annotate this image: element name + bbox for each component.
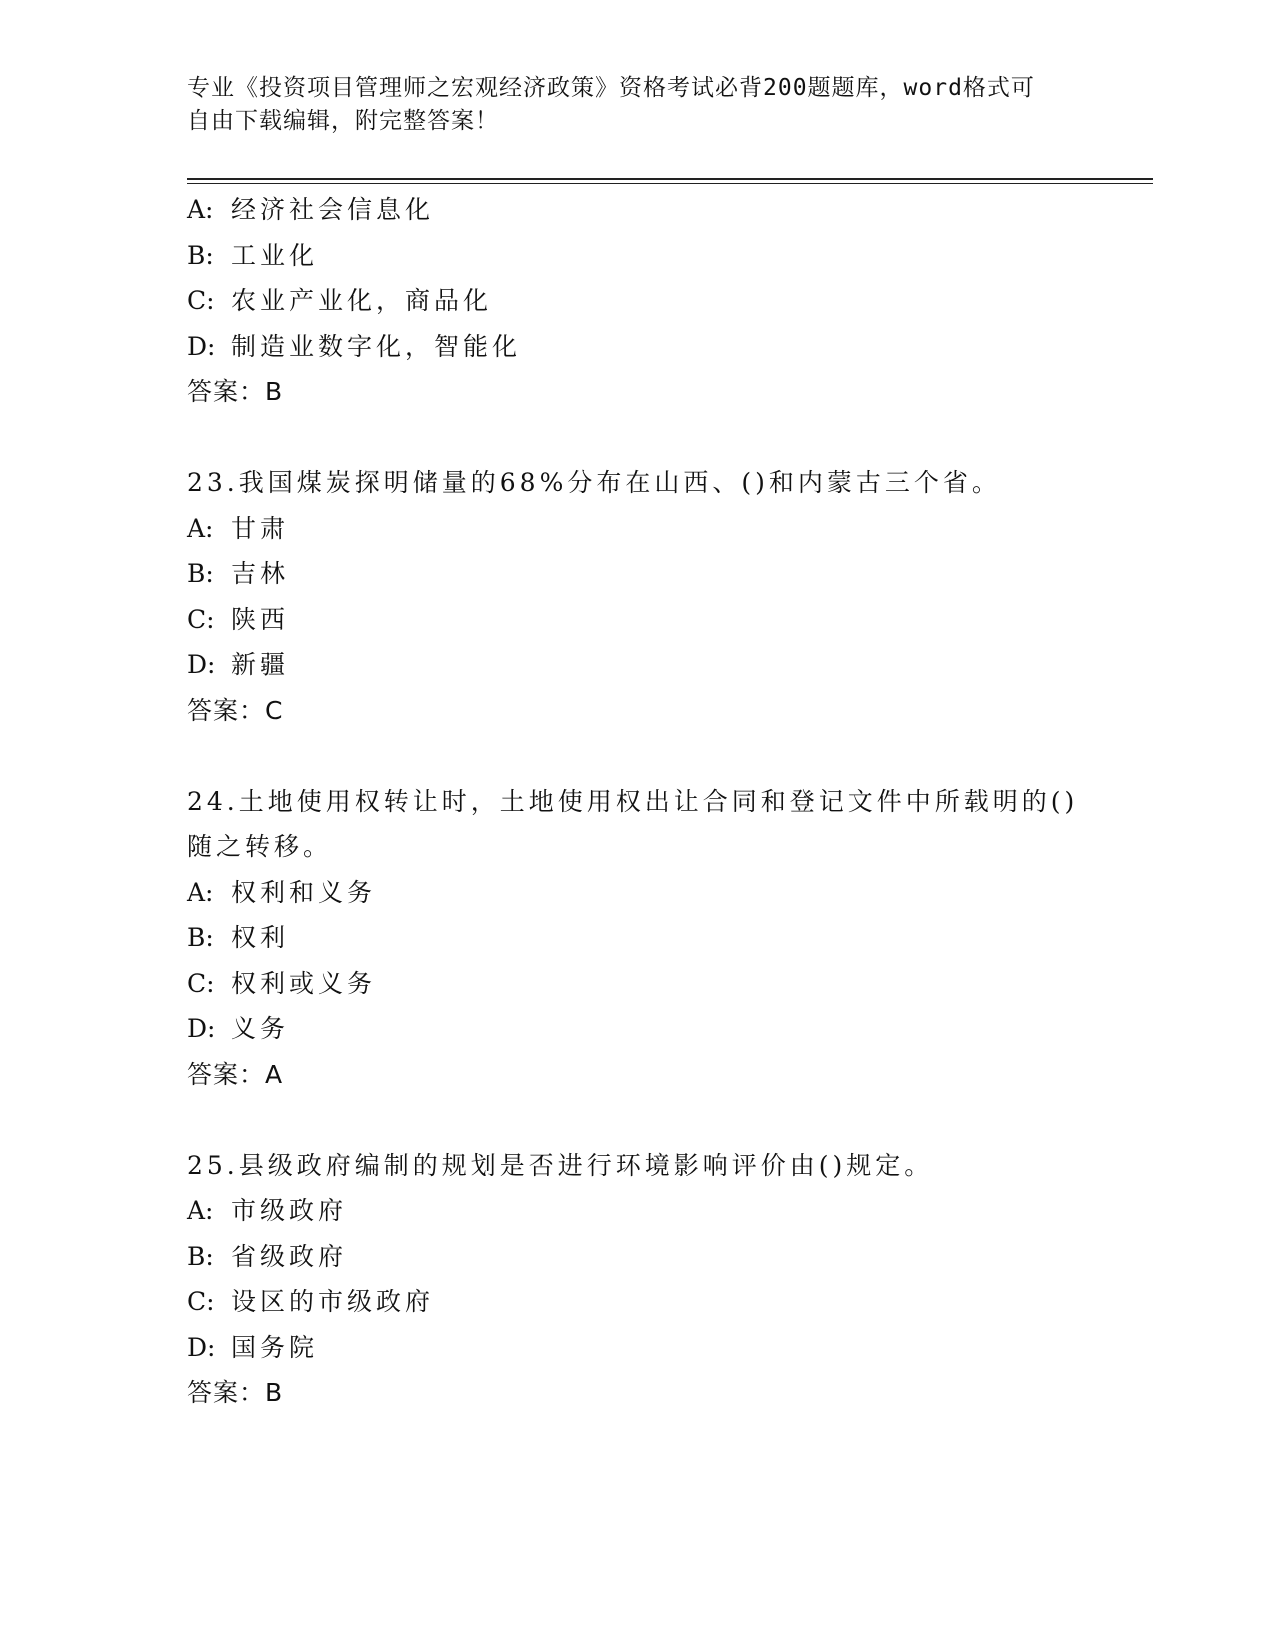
header-divider-thick	[187, 178, 1153, 180]
option-a: A: 甘肃	[187, 513, 290, 543]
question-22	[187, 187, 1087, 415]
option-d: D: 国务院	[187, 1332, 319, 1362]
answer: 答案：A	[187, 1059, 284, 1089]
question-23	[187, 460, 1087, 733]
answer: 答案：B	[187, 1378, 284, 1407]
question-list	[187, 187, 1087, 1416]
answer: 答案：C	[187, 695, 284, 725]
question-text-line-2: 随之转移。	[187, 832, 333, 861]
option-a: A: 市级政府	[187, 1196, 348, 1225]
option-c: C: 权利或义务	[187, 968, 377, 998]
question-25	[187, 1143, 1087, 1416]
question-24	[187, 779, 1087, 1098]
header-line-1: 专业《投资项目管理师之宏观经济政策》资格考试必背200题题库，word格式可	[187, 75, 1035, 101]
option-c: C: 陕西	[187, 604, 290, 634]
option-d: D: 新疆	[187, 650, 290, 679]
question-text-line-1: 24.土地使用权转让时，土地使用权出让合同和登记文件中所载明的()	[187, 786, 1079, 816]
question-text: 23.我国煤炭探明储量的68%分布在山西、()和内蒙古三个省。	[187, 468, 1001, 497]
option-b: B: 吉林	[187, 559, 290, 588]
document-header	[187, 72, 1067, 138]
option-d: D: 义务	[187, 1014, 290, 1043]
option-a: A: 经济社会信息化	[187, 195, 435, 224]
option-d: D: 制造业数字化，智能化	[187, 331, 522, 361]
option-b: B: 省级政府	[187, 1241, 348, 1271]
header-line-2: 自由下载编辑，附完整答案！	[187, 108, 499, 134]
header-divider-thin	[187, 183, 1153, 184]
option-b: B: 工业化	[187, 240, 319, 270]
answer: 答案：B	[187, 377, 284, 406]
option-a: A: 权利和义务	[187, 877, 377, 907]
question-text: 25.县级政府编制的规划是否进行环境影响评价由()规定。	[187, 1150, 934, 1180]
option-c: C: 农业产业化，商品化	[187, 286, 493, 315]
option-b: B: 权利	[187, 923, 290, 952]
option-c: C: 设区的市级政府	[187, 1287, 435, 1316]
